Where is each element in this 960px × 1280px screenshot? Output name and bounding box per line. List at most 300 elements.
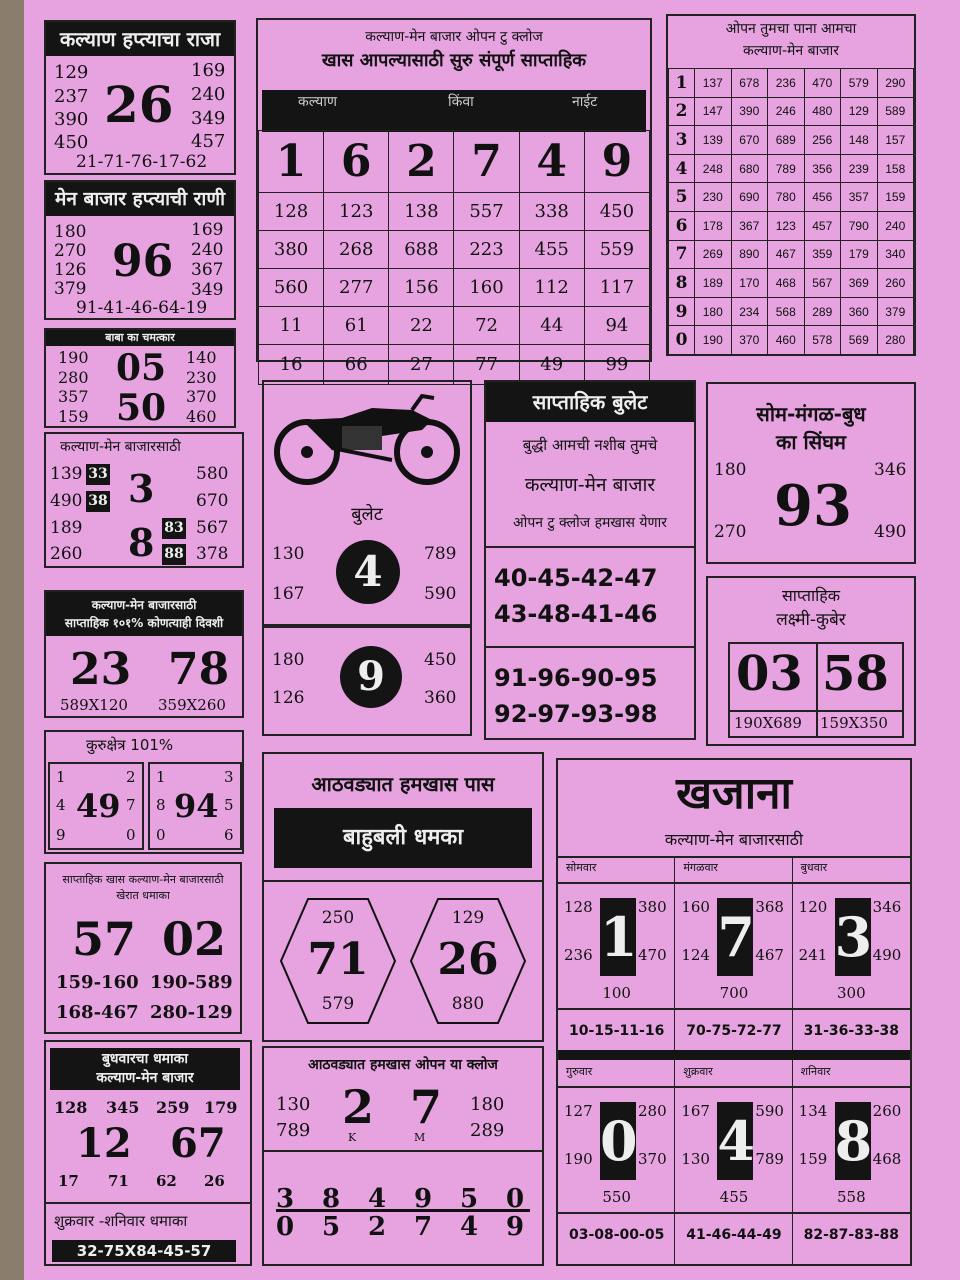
budhvar-header <box>50 1048 240 1090</box>
oc-bottom-digit: 5 <box>322 1212 341 1242</box>
weekly-cell: 49 <box>519 345 584 385</box>
khajana-foot: 41-46-44-49 <box>686 1227 782 1243</box>
khajana-bottom: 558 <box>837 1188 866 1206</box>
pana-cell: 390 <box>731 97 768 126</box>
laxmi-vline <box>816 644 818 736</box>
raja-left-3: 390 <box>54 109 89 130</box>
kr-ml: 8 <box>156 796 166 814</box>
sbullet-divider-2 <box>486 646 694 648</box>
pana-row <box>669 240 914 269</box>
rani-left-4: 379 <box>54 279 87 299</box>
khajana-bottom: 100 <box>602 984 631 1002</box>
oc-top-digit: 4 <box>368 1184 387 1214</box>
pana-box <box>666 14 916 356</box>
weekly-cell: 16 <box>259 345 324 385</box>
raja-title: कल्याण हप्त्याचा राजा <box>46 22 234 56</box>
khajana-bl: 190 <box>564 1150 593 1168</box>
raja-right-2: 240 <box>191 84 226 105</box>
pana-row <box>669 297 914 326</box>
weekly-cell: 160 <box>454 269 519 307</box>
raja-main: 26 <box>104 75 174 134</box>
bullet-a-r2: 590 <box>424 584 457 604</box>
weekly-table <box>258 130 650 385</box>
khajana-foot-line <box>793 1212 910 1214</box>
khajana-tl: 120 <box>798 898 828 916</box>
budhvar-title-1: बुधवारचा धमाका <box>101 1051 189 1067</box>
pana-cell: 678 <box>731 69 768 98</box>
kr-mr: 5 <box>224 796 234 814</box>
pana-cell: 8 <box>669 269 695 298</box>
weekly-cell: 450 <box>584 193 649 231</box>
khairat-pair-3: 168-467 <box>56 1002 139 1023</box>
khairat-number-2: 02 <box>162 912 227 966</box>
khajana-br: 470 <box>638 946 667 964</box>
wk101-title-2: साप्ताहिक १०१% कोणत्याही दिवशी <box>64 616 224 630</box>
bullet-b-l1: 180 <box>272 650 305 670</box>
raja-left-2: 237 <box>54 86 89 107</box>
weekly-cell: 559 <box>584 231 649 269</box>
pana-cell: 470 <box>804 69 841 98</box>
singham-title-2: का सिंघम <box>776 430 846 454</box>
khajana-foot: 03-08-00-05 <box>568 1227 665 1243</box>
bullet-a-circle: 4 <box>336 540 400 604</box>
weekly-cell: 22 <box>389 307 454 345</box>
khajana-digit: 7 <box>717 898 753 976</box>
weekly-digit: 4 <box>519 131 584 193</box>
khajana-tr: 380 <box>638 898 667 916</box>
khajana-tl: 160 <box>681 898 710 916</box>
weekly-cell: 117 <box>584 269 649 307</box>
bullet-b-l2: 126 <box>272 688 305 708</box>
hex2-bot: 880 <box>451 994 485 1014</box>
weekly-cell: 77 <box>454 345 519 385</box>
weekly-row <box>259 231 650 269</box>
khajana-foot: 82-87-83-88 <box>803 1227 899 1243</box>
oc-l1: 130 <box>276 1094 311 1115</box>
kurukshetra-left <box>48 762 144 850</box>
khairat-title-1: साप्ताहिक खास कल्याण-मेन बाजारसाठी <box>62 873 224 886</box>
khajana-day-line <box>558 882 675 884</box>
khajana-day-line <box>675 1086 792 1088</box>
bullet-b-r2: 360 <box>424 688 457 708</box>
khajana-day-line <box>793 882 910 884</box>
khajana-tr: 368 <box>755 898 784 916</box>
pana-row <box>669 183 914 212</box>
weekly-digits-row <box>259 131 650 193</box>
bullet-label: बुलेट <box>351 504 383 525</box>
khairat-pair-4: 280-129 <box>150 1002 233 1023</box>
sbullet-n3: 91-96-90-95 <box>494 664 658 692</box>
sbullet-n4: 92-97-93-98 <box>494 700 658 728</box>
pana-cell: 369 <box>841 269 878 298</box>
singham-title-1: सोम-मंगळ-बुध <box>756 402 866 426</box>
khajana-digit: 4 <box>717 1102 753 1180</box>
baba-title: बाबा का चमत्कार <box>46 330 234 346</box>
pana-cell: 6 <box>669 211 695 240</box>
laxmi-s2: 159X350 <box>820 714 888 732</box>
oc-bottom-digit: 4 <box>460 1212 479 1242</box>
weekly-sub: कल्याण-मेन बाजार ओपन टु क्लोज <box>365 29 543 45</box>
pana-cell: 569 <box>841 326 878 355</box>
pana-cell: 123 <box>768 211 805 240</box>
weekly-bar-1: कल्याण <box>298 94 338 110</box>
weekly-digit: 7 <box>454 131 519 193</box>
oc-digit-1: 2 <box>342 1080 375 1134</box>
khajana-day-cell <box>793 856 910 1060</box>
baba-right-4: 460 <box>186 407 217 426</box>
ks-row2-a: 490 <box>50 491 83 511</box>
khajana-tr: 260 <box>872 1102 902 1120</box>
pana-cell: 467 <box>768 240 805 269</box>
weekly-cell: 557 <box>454 193 519 231</box>
pana-cell: 159 <box>877 183 914 212</box>
khairat-pair-1: 159-160 <box>56 972 139 993</box>
oc-digit-2: 7 <box>410 1080 443 1134</box>
khajana-tr: 590 <box>755 1102 784 1120</box>
pana-cell: 689 <box>768 126 805 155</box>
weekly-bar-2: किंवा <box>448 94 474 110</box>
kr-bl: 0 <box>156 826 166 844</box>
pana-cell: 9 <box>669 297 695 326</box>
pana-cell: 4 <box>669 154 695 183</box>
rani-foot: 91-41-46-64-19 <box>76 298 208 318</box>
wk101-number-2: 78 <box>168 644 230 695</box>
pana-cell: 170 <box>731 269 768 298</box>
khajana-bl: 130 <box>681 1150 710 1168</box>
khairat-pair-2: 190-589 <box>150 972 233 993</box>
oc-bottom-digit: 0 <box>276 1212 295 1242</box>
pana-cell: 579 <box>841 69 878 98</box>
khajana-day-cell <box>675 1060 792 1264</box>
pana-cell: 780 <box>768 183 805 212</box>
khajana-day-label: शुक्रवार <box>683 1065 713 1078</box>
khajana-day-cell <box>793 1060 910 1264</box>
pana-cell: 147 <box>695 97 732 126</box>
khajana-foot: 31-36-33-38 <box>803 1023 899 1039</box>
pana-cell: 670 <box>731 126 768 155</box>
weekly-cell: 277 <box>324 269 389 307</box>
khajana-tr: 280 <box>638 1102 667 1120</box>
pana-cell: 568 <box>768 297 805 326</box>
khajana-bl: 159 <box>798 1150 828 1168</box>
pana-cell: 589 <box>877 97 914 126</box>
budh-divider <box>46 1202 250 1204</box>
baba-left-1: 190 <box>58 348 89 367</box>
sbullet-n1: 40-45-42-47 <box>494 564 658 592</box>
pana-row <box>669 326 914 355</box>
bahubali-title: आठवड्यात हमखास पास <box>311 772 495 796</box>
raja-box <box>44 20 236 175</box>
weekly-cell: 138 <box>389 193 454 231</box>
weekly-row <box>259 193 650 231</box>
pana-cell: 456 <box>804 183 841 212</box>
ks-digit-2: 8 <box>128 520 155 565</box>
pana-row <box>669 154 914 183</box>
hex1-bot: 579 <box>321 994 355 1014</box>
openclose-title: आठवड्यात हमखास ओपन या क्लोज <box>308 1057 498 1073</box>
pana-cell: 3 <box>669 126 695 155</box>
openclose-box <box>262 1046 544 1266</box>
pana-cell: 567 <box>804 269 841 298</box>
ks-row4-a: 260 <box>50 544 83 564</box>
khajana-bl: 124 <box>681 946 710 964</box>
pana-title-2: कल्याण-मेन बाजार <box>742 43 840 59</box>
wk101-header <box>46 592 242 636</box>
kr-tl: 1 <box>156 768 166 786</box>
pana-cell: 189 <box>695 269 732 298</box>
kl-tr: 2 <box>126 768 136 786</box>
pana-cell: 789 <box>768 154 805 183</box>
khajana-br: 467 <box>755 946 784 964</box>
budh-num-3: 259 <box>156 1098 190 1117</box>
pana-cell: 370 <box>731 326 768 355</box>
weekly-cell: 223 <box>454 231 519 269</box>
kalyan-sathi-title: कल्याण-मेन बाजारसाठी <box>60 439 181 455</box>
weekly-cell: 61 <box>324 307 389 345</box>
kl-tl: 1 <box>56 768 66 786</box>
khajana-tr: 346 <box>872 898 902 916</box>
baba-box <box>44 328 236 428</box>
pana-cell: 240 <box>877 211 914 240</box>
khajana-digit: 0 <box>600 1102 636 1180</box>
kalyan-sathi-box <box>44 432 244 568</box>
pana-cell: 578 <box>804 326 841 355</box>
sbullet-line-3: ओपन टु क्लोज हमखास येणार <box>513 515 667 531</box>
budh-bot-1: 17 <box>58 1172 79 1190</box>
weekly-cell: 123 <box>324 193 389 231</box>
laxmi-n2: 58 <box>822 646 889 702</box>
khairat-number-1: 57 <box>72 912 137 966</box>
khajana-foot: 70-75-72-77 <box>686 1023 782 1039</box>
laxmi-s1: 190X689 <box>734 714 802 732</box>
weekly-box <box>256 18 652 375</box>
pana-cell: 460 <box>768 326 805 355</box>
khajana-foot-line <box>558 1008 675 1010</box>
oc-bottom-digit: 2 <box>368 1212 387 1242</box>
ks-row3-b: 83 <box>162 518 186 539</box>
weekly-cell: 128 <box>259 193 324 231</box>
kr-center: 94 <box>174 787 219 825</box>
rani-right-3: 367 <box>191 260 224 280</box>
pana-cell: 360 <box>841 297 878 326</box>
bullet-b-circle: 9 <box>340 646 402 708</box>
pana-cell: 457 <box>804 211 841 240</box>
khairat-box <box>44 862 242 1034</box>
khajana-foot-line <box>558 1212 675 1214</box>
budh-foot-title: शुक्रवार -शनिवार धमाका <box>54 1212 188 1230</box>
hex2-mid: 26 <box>437 934 499 985</box>
weekly-cell: 560 <box>259 269 324 307</box>
weekly-digit: 9 <box>584 131 649 193</box>
khajana-grid <box>558 856 910 1264</box>
khairat-title-2: खेरात धमाका <box>116 889 170 902</box>
khajana-day-line <box>558 1086 675 1088</box>
rani-left-2: 270 <box>54 241 87 261</box>
singham-number: 93 <box>774 473 852 539</box>
rani-right-4: 349 <box>191 280 224 300</box>
sbullet-line-2: कल्याण-मेन बाजार <box>524 474 656 496</box>
budh-num-1: 128 <box>54 1098 88 1117</box>
pana-table <box>668 68 914 355</box>
khajana-day-cell <box>558 1060 675 1264</box>
weekly-digit: 1 <box>259 131 324 193</box>
pana-cell: 480 <box>804 97 841 126</box>
ks-digit-1: 3 <box>128 466 155 511</box>
khajana-bottom: 700 <box>719 984 749 1002</box>
pana-row <box>669 97 914 126</box>
pana-cell: 148 <box>841 126 878 155</box>
khajana-day-label: सोमवार <box>566 861 597 874</box>
raja-left-1: 129 <box>54 62 89 83</box>
rani-left-3: 126 <box>54 260 87 280</box>
weekly-cell: 112 <box>519 269 584 307</box>
pana-cell: 234 <box>731 297 768 326</box>
pana-row <box>669 69 914 98</box>
ks-row2-c: 670 <box>196 491 229 511</box>
oc-l2: 789 <box>276 1120 311 1141</box>
budh-bot-3: 62 <box>156 1172 177 1190</box>
wk101-sub-1: 589X120 <box>60 696 128 714</box>
oc-bottom-digit: 7 <box>414 1212 433 1242</box>
pana-cell: 256 <box>804 126 841 155</box>
khajana-foot: 10-15-11-16 <box>568 1023 665 1039</box>
pana-cell: 680 <box>731 154 768 183</box>
singham-r2: 490 <box>874 522 907 542</box>
khajana-day-label: मंगळवार <box>683 861 718 874</box>
sbullet-n2: 43-48-41-46 <box>494 600 658 628</box>
weekly-digit: 6 <box>324 131 389 193</box>
raja-foot: 21-71-76-17-62 <box>76 152 208 172</box>
pana-cell: 1 <box>669 69 695 98</box>
oc-top-digit: 3 <box>276 1184 295 1214</box>
pana-cell: 790 <box>841 211 878 240</box>
weekly-title: खास आपल्यासाठी सुरु संपूर्ण साप्ताहिक <box>321 50 587 71</box>
weekly-row <box>259 269 650 307</box>
pana-cell: 5 <box>669 183 695 212</box>
kl-mr: 7 <box>126 796 136 814</box>
budhvar-box <box>44 1040 252 1266</box>
khajana-tl: 128 <box>564 898 593 916</box>
pana-cell: 690 <box>731 183 768 212</box>
rani-main: 96 <box>112 236 174 287</box>
weekly-cell: 94 <box>584 307 649 345</box>
rani-right-2: 240 <box>191 240 224 260</box>
pana-cell: 0 <box>669 326 695 355</box>
hex2-top: 129 <box>451 908 485 928</box>
pana-cell: 290 <box>877 69 914 98</box>
pana-row <box>669 211 914 240</box>
pana-cell: 137 <box>695 69 732 98</box>
ks-row4-b: 88 <box>162 544 186 565</box>
pana-cell: 359 <box>804 240 841 269</box>
pana-cell: 379 <box>877 297 914 326</box>
oc-bottom-digit: 9 <box>506 1212 525 1242</box>
pana-cell: 289 <box>804 297 841 326</box>
hex1-top: 250 <box>321 908 355 928</box>
motorcycle-icon <box>272 390 462 490</box>
laxmi-title-2: लक्ष्मी-कुबेर <box>776 610 846 630</box>
laxmi-box <box>706 576 916 746</box>
kl-ml: 4 <box>56 796 66 814</box>
khajana-tl: 134 <box>798 1102 828 1120</box>
bullet-b-r1: 450 <box>424 650 457 670</box>
budhvar-title-2: कल्याण-मेन बाजार <box>96 1070 194 1086</box>
pana-row <box>669 126 914 155</box>
baba-top-number: 05 <box>116 347 167 389</box>
bahubali-divider <box>264 880 542 882</box>
pana-cell: 269 <box>695 240 732 269</box>
baba-left-2: 280 <box>58 368 89 387</box>
budh-big-1: 12 <box>76 1120 132 1167</box>
pana-cell: 129 <box>841 97 878 126</box>
pana-cell: 260 <box>877 269 914 298</box>
singham-box <box>706 382 916 564</box>
oc-bottom-row <box>276 1214 530 1240</box>
oc-top-digit: 9 <box>414 1184 433 1214</box>
pana-cell: 356 <box>804 154 841 183</box>
khajana-digit: 3 <box>835 898 871 976</box>
sbullet-title: साप्ताहिक बुलेट <box>486 382 694 422</box>
budh-num-2: 345 <box>106 1098 140 1117</box>
kurukshetra-title: कुरुक्षेत्र 101% <box>86 736 174 754</box>
khajana-foot-line <box>675 1212 792 1214</box>
raja-right-3: 349 <box>191 108 226 129</box>
khajana-bottom: 300 <box>837 984 866 1002</box>
kl-br: 0 <box>126 826 136 844</box>
sbullet-divider <box>486 546 694 548</box>
pana-cell: 357 <box>841 183 878 212</box>
baba-right-3: 370 <box>186 387 217 406</box>
oc-top-digit: 8 <box>322 1184 341 1214</box>
bullet-box-2 <box>262 626 472 736</box>
khajana-br: 468 <box>872 1150 902 1168</box>
weekly-bar <box>262 90 646 132</box>
baba-bottom-number: 50 <box>116 387 167 429</box>
oc-divider <box>264 1150 542 1152</box>
khajana-bl: 241 <box>798 946 828 964</box>
pana-cell: 139 <box>695 126 732 155</box>
laxmi-title-1: साप्ताहिक <box>781 586 841 605</box>
pana-cell: 890 <box>731 240 768 269</box>
hex1-mid: 71 <box>307 934 369 985</box>
weekly-cell: 72 <box>454 307 519 345</box>
pana-cell: 7 <box>669 240 695 269</box>
baba-right-1: 140 <box>186 348 217 367</box>
singham-l2: 270 <box>714 522 747 542</box>
weekly-cell: 338 <box>519 193 584 231</box>
rani-right-1: 169 <box>191 220 224 240</box>
weekly-cell: 380 <box>259 231 324 269</box>
wk101-box <box>44 590 244 718</box>
oc-top-digit: 0 <box>506 1184 525 1214</box>
khajana-tl: 167 <box>681 1102 710 1120</box>
oc-r1: 180 <box>470 1094 505 1115</box>
oc-k: K <box>348 1131 357 1144</box>
ks-row1-c: 580 <box>196 464 229 484</box>
khajana-br: 370 <box>638 1150 667 1168</box>
oc-m: M <box>414 1131 426 1144</box>
khajana-sub: कल्याण-मेन बाजारसाठी <box>664 830 804 849</box>
weekly-cell: 156 <box>389 269 454 307</box>
bahubali-box <box>262 752 544 1042</box>
pana-cell: 367 <box>731 211 768 240</box>
pana-cell: 2 <box>669 97 695 126</box>
laxmi-grid <box>728 642 904 738</box>
khajana-box <box>556 758 912 1266</box>
pana-cell: 340 <box>877 240 914 269</box>
kr-tr: 3 <box>224 768 234 786</box>
baba-left-4: 159 <box>58 407 89 426</box>
